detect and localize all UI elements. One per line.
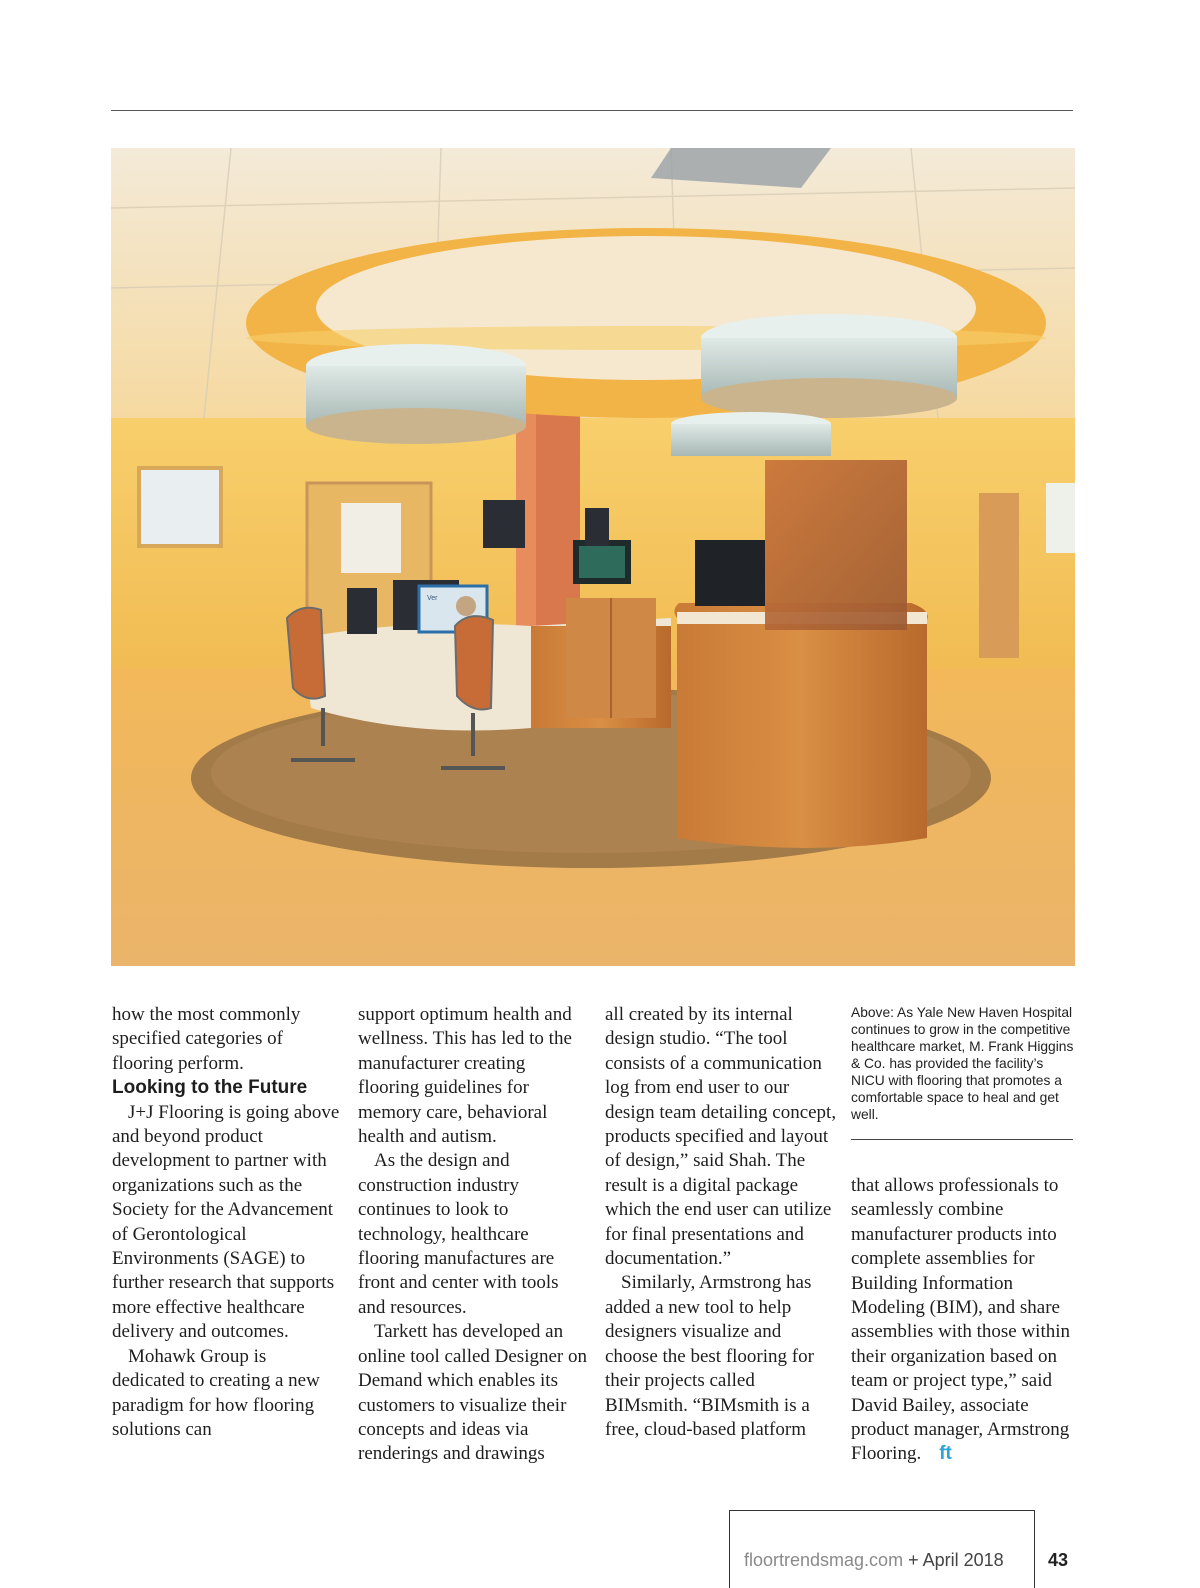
col2-paragraph-3: Tarkett has developed an online tool called Designer on Demand which enables its customers to visualize their concepts and ideas via renderings and drawings xyxy=(358,1321,587,1465)
column-2 xyxy=(358,1003,590,1467)
col4-paragraph-1: that allows professionals to seamlessly combine manufacturer products into complete assemblies for Building Information Modeling (BIM), and share assemblies with those within their organization based on team or project type,” said David Bailey, associate product manager, Armstrong Flooring. xyxy=(851,1175,1071,1465)
col1-paragraph-3: Mohawk Group is dedicated to creating a new paradigm for how flooring solutions can xyxy=(112,1345,320,1440)
col2-paragraph-1: support optimum health and wellness. This has led to the manufacturer creating flooring guidelines for memory care, behavioral health and autism. xyxy=(358,1004,572,1148)
photo-caption: Above: As Yale New Haven Hospital continues to grow in the competitive healthcare market, M. Frank Higgins & Co. has provided the facility’s NICU with flooring that promotes a comfortable space to heal and get well. xyxy=(851,1005,1074,1122)
col1-paragraph-1: how the most commonly specified categories of flooring perform. xyxy=(112,1004,301,1074)
section-heading: Looking to the Future xyxy=(112,1077,308,1099)
col1-paragraph-2: J+J Flooring is going above and beyond product development to partner with organizations such as the Society for the Advancement of Gerontological Environments (SAGE) to further research that supports more effective healthcare delivery and outcomes. xyxy=(112,1101,340,1343)
footer-folio xyxy=(744,1550,1004,1571)
col2-paragraph-2: As the design and construction industry continues to look to technology, healthcare flooring manufactures are front and center with tools and resources. xyxy=(358,1150,559,1318)
top-rule xyxy=(111,110,1073,111)
end-mark: ft xyxy=(939,1443,952,1465)
column-4 xyxy=(851,1174,1075,1467)
column-1 xyxy=(112,1003,340,1442)
col3-paragraph-1: all created by its internal design studio. “The tool consists of a communication log from end user to our design team detailing concept, products specified and layout of design,” said Shah. The result is a digital package which the end user can utilize for final presentations and documentation.” xyxy=(605,1004,837,1270)
footer-separator: + xyxy=(908,1550,919,1570)
nurses-station-photo xyxy=(111,148,1075,966)
column-3 xyxy=(605,1003,837,1442)
col3-paragraph-2: Similarly, Armstrong has added a new tool to help designers visualize and choose the best flooring for their projects called BIMsmith. “BIMsmith is a free, cloud-based platform xyxy=(605,1272,814,1440)
footer-box xyxy=(729,1510,1035,1588)
caption-rule xyxy=(851,1139,1073,1140)
page-number: 43 xyxy=(1048,1550,1069,1570)
footer-site[interactable]: floortrendsmag.com xyxy=(744,1550,904,1570)
monitor-screen-text: Ver xyxy=(427,595,438,602)
footer-issue: April 2018 xyxy=(922,1550,1004,1570)
